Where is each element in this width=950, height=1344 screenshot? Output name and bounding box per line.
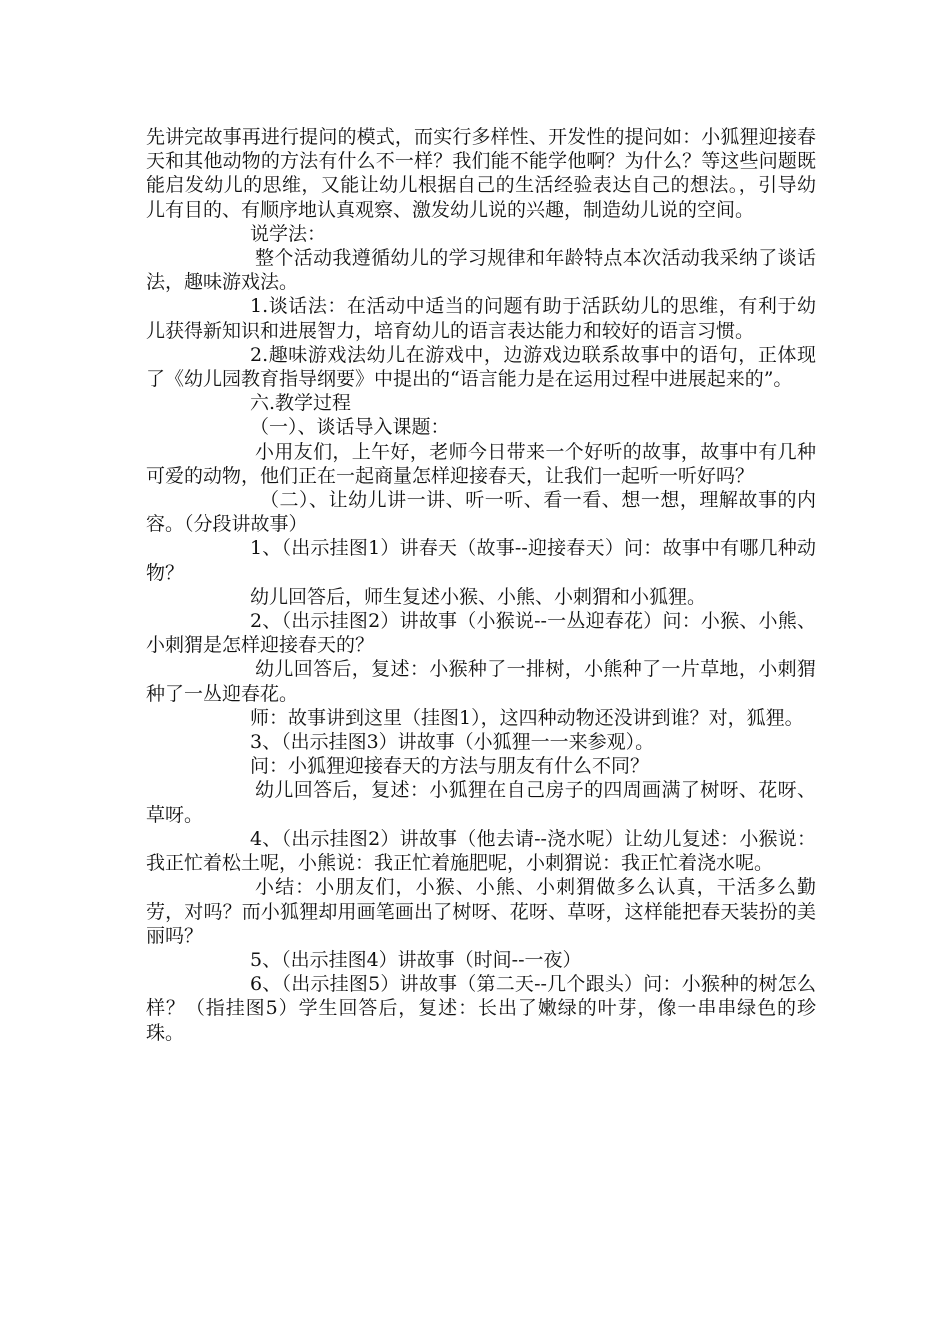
- paragraph-step-2: 2、（出示挂图2）讲故事（小猴说--一丛迎春花）问：小猴、小熊、小刺猬是怎样迎接春天的？: [146, 610, 816, 657]
- paragraph-teacher-question: 师：故事讲到这里（挂图1），这四种动物还没讲到谁？对，狐狸。: [250, 706, 804, 729]
- paragraph-step-1: 1、（出示挂图1）讲春天（故事--迎接春天）问：故事中有哪几种动物？: [146, 537, 816, 584]
- paragraph-step-1-answer: 幼儿回答后，师生复述小猴、小熊、小刺猬和小狐狸。: [250, 585, 707, 608]
- document-body: [146, 125, 816, 1045]
- paragraph-summary: 小结：小朋友们，小猴、小熊、小刺猬做多么认真，干活多么勤劳，对吗？而小狐狸却用画笔画出了树呀、花呀、草呀，这样能把春天装扮的美丽吗？: [146, 876, 816, 947]
- paragraph-game-method: 2.趣味游戏法幼儿在游戏中，边游戏边联系故事中的语句，正体现了《幼儿园教育指导纲要》中提出的“语言能力是在运用过程中进展起来的”。: [146, 343, 816, 391]
- paragraph-step-6: 6、（出示挂图5）讲故事（第二天--几个跟头）问：小猴种的树怎么样？（指挂图5）学生回答后，复述：长出了嫩绿的叶芽，像一串串绿色的珍珠。: [146, 973, 816, 1044]
- paragraph-step-3-question: 问：小狐狸迎接春天的方法与朋友有什么不同？: [250, 755, 650, 778]
- paragraph-step-5: 5、（出示挂图4）讲故事（时间--一夜）: [250, 948, 582, 971]
- paragraph-step-4: 4、（出示挂图2）讲故事（他去请--浇水呢）让幼儿复述：小猴说：我正忙着松土呢，小熊说：我正忙着施肥呢，小刺猬说：我正忙着浇水呢。: [146, 827, 816, 875]
- paragraph-step-2-answer: 幼儿回答后，复述：小猴种了一排树，小熊种了一片草地，小刺猬种了一丛迎春花。: [146, 658, 816, 705]
- paragraph-methods-overview: 整个活动我遵循幼儿的学习规律和年龄特点本次活动我采纳了谈话法，趣味游戏法。: [146, 247, 816, 294]
- heading-learning-methods: 说学法：: [250, 222, 327, 245]
- paragraph-step-3-answer: 幼儿回答后，复述：小狐狸在自己房子的四周画满了树呀、花呀、草呀。: [146, 779, 816, 826]
- heading-teaching-process: 六.教学过程: [250, 392, 352, 415]
- heading-section-one: （一）、谈话导入课题：: [250, 416, 450, 439]
- paragraph-step-3: 3、（出示挂图3）讲故事（小狐狸一一来参观）。: [250, 731, 655, 754]
- paragraph-greeting: 小用友们，上午好，老师今日带来一个好听的故事，故事中有几种可爱的动物，他们正在一起商量怎样迎接春天，让我们一起听一听好吗？: [146, 440, 816, 487]
- paragraph-conversation-method: 1.谈话法：在活动中适当的问题有助于活跃幼儿的思维，有利于幼儿获得新知识和进展智力，培育幼儿的语言表达能力和较好的语言习惯。: [146, 295, 816, 342]
- paragraph-questioning-method: 先讲完故事再进行提问的模式，而实行多样性、开发性的提问如：小狐狸迎接春天和其他动物的方法有什么不一样？我们能不能学他啊？为什么？等这些问题既能启发幼儿的思维，又能让幼儿根据自己的生活经验表达自己的想法。，引导幼儿有目的、有顺序地认真观察、激发幼儿说的兴趣，制造幼儿说的空间。: [146, 126, 816, 221]
- heading-section-two: （二）、让幼儿讲一讲、听一听、看一看、想一想，理解故事的内容。（分段讲故事）: [146, 489, 816, 536]
